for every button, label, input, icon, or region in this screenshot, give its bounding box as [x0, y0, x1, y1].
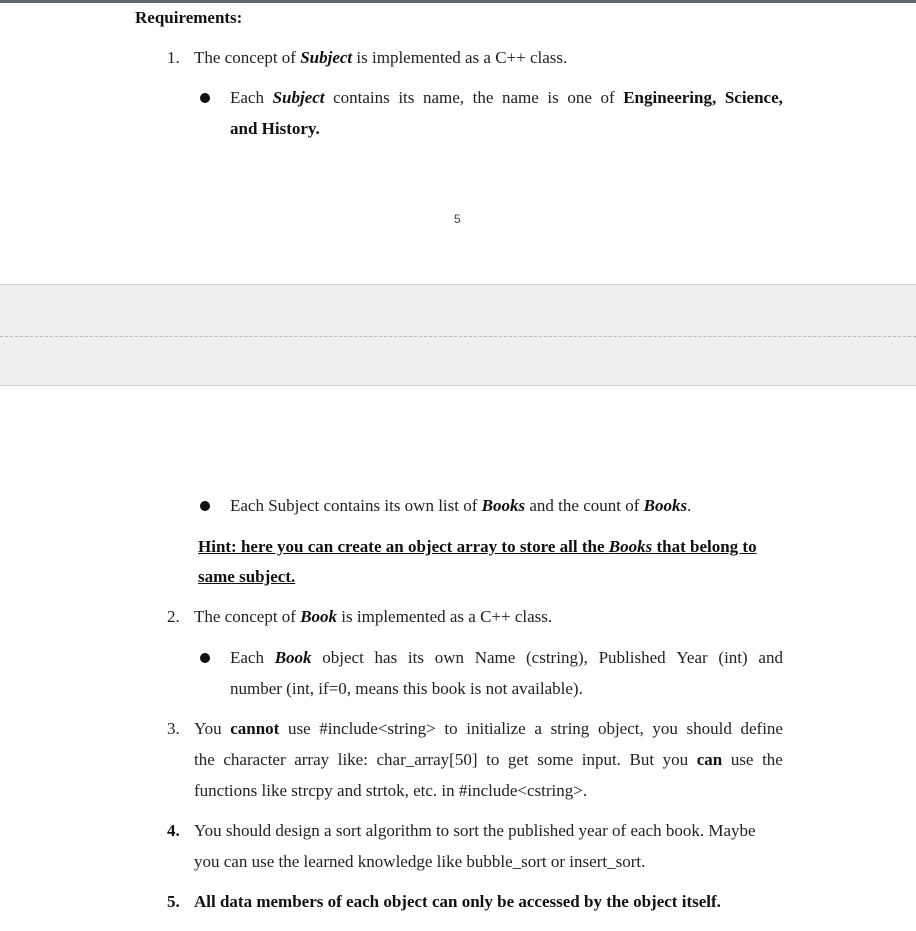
item-3-number: 3. [167, 719, 180, 738]
item-2-bullet-line-2: number (int, if=0, means this book is not available). [230, 679, 583, 698]
bullet-dot [200, 93, 210, 103]
item-1-bullet-1-line-1: Each Subject contains its name, the name is one of Engineering, Science, [230, 88, 783, 107]
item-3-line-2: the character array like: char_array[50] to get some input. But you can use the [194, 750, 783, 769]
item-2-number: 2. [167, 607, 180, 626]
item-4-number: 4. [167, 821, 180, 840]
item-3-line-3: functions like strcpy and strtok, etc. in #include<cstring>. [194, 781, 588, 800]
item-1-bullet-1-line-2: and History. [230, 119, 320, 138]
bullet-dot [200, 653, 210, 663]
page-break-gap [0, 284, 916, 386]
book-term: Book [300, 607, 338, 626]
item-3-line-1: You cannot use #include<string> to initialize a string object, you should define [194, 719, 783, 738]
item-1-number: 1. [167, 48, 180, 67]
item-2-bullet-line-1: Each Book object has its own Name (cstring), Published Year (int) and [230, 648, 783, 667]
page-break-dashed-line [0, 336, 916, 337]
item-5-number: 5. [167, 892, 180, 911]
page-number: 5 [454, 212, 461, 226]
bullet-dot [200, 501, 210, 511]
document-page-top [0, 3, 916, 284]
subject-term: Subject [300, 48, 353, 67]
item-1-text: The concept of Subject is implemented as a C++ class. [194, 48, 568, 67]
requirements-heading: Requirements: [135, 8, 243, 27]
item-5-text: All data members of each object can only be accessed by the object itself. [194, 892, 721, 911]
hint-line-1: Hint: here you can create an object array to store all the Books that belong to [198, 537, 757, 556]
item-1-bullet-2: Each Subject contains its own list of Books and the count of Books. [230, 496, 692, 515]
item-4-line-2: you can use the learned knowledge like bubble_sort or insert_sort. [194, 852, 646, 871]
item-4-line-1: You should design a sort algorithm to sort the published year of each book. Maybe [194, 821, 756, 840]
item-2-text: The concept of Book is implemented as a C++ class. [194, 607, 553, 626]
hint-line-2: same subject. [198, 567, 296, 586]
